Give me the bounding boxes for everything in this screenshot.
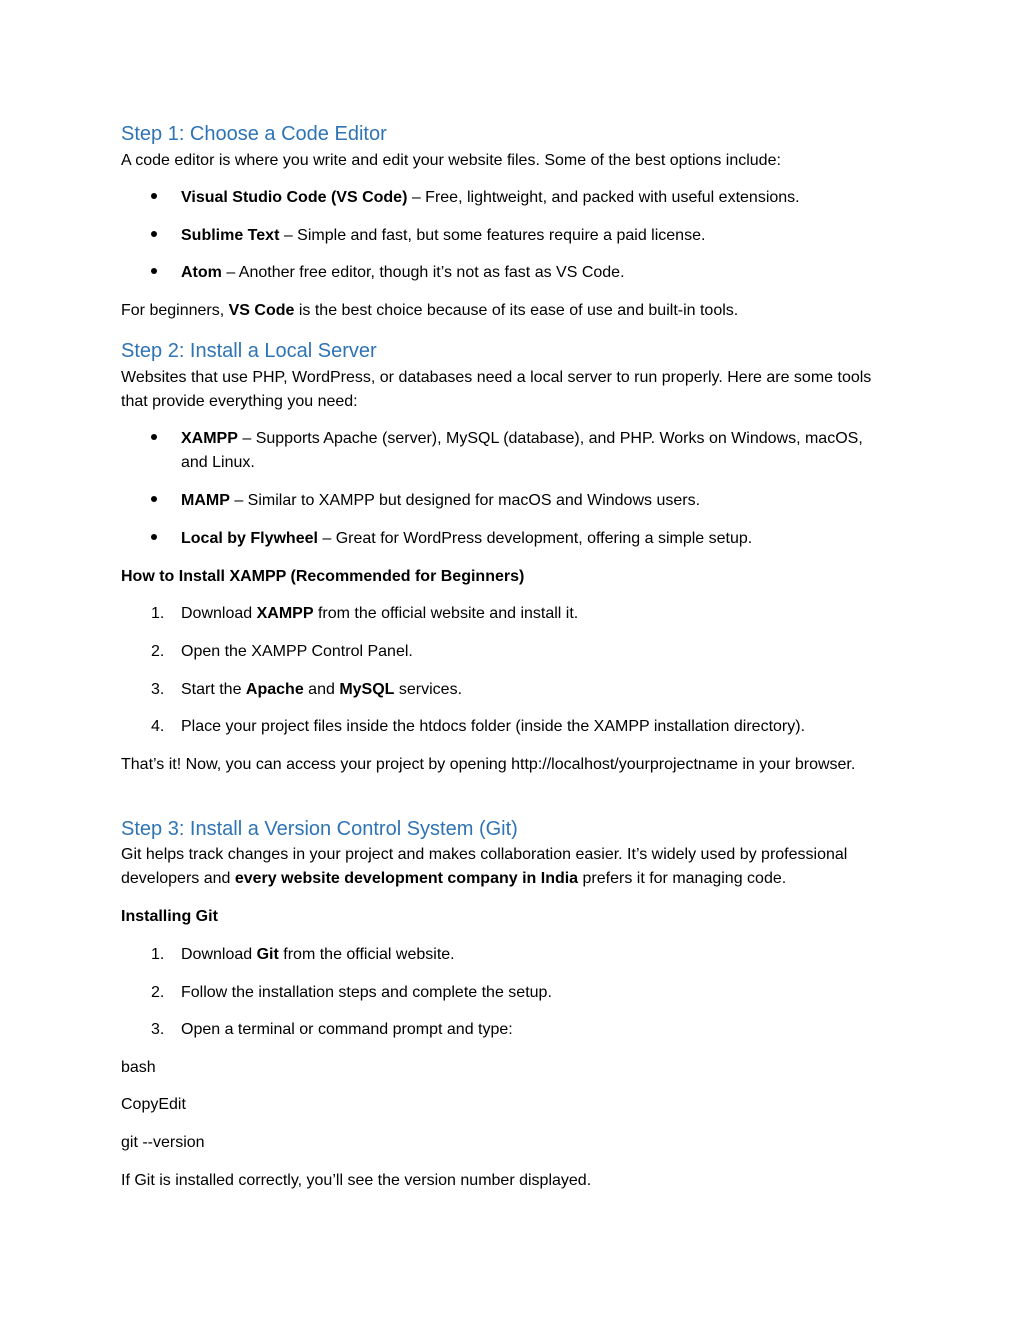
bullet-text: – Similar to XAMPP but designed for macOS and Windows users. bbox=[229, 492, 701, 509]
step3-heading: Step 3: Install a Version Control System (Git) bbox=[121, 818, 518, 840]
bullet-bold: Local by Flywheel bbox=[181, 530, 318, 547]
intro-text: prefers it for managing code. bbox=[578, 870, 787, 887]
git-subheading: Installing Git bbox=[121, 908, 218, 925]
step-bold: Git bbox=[256, 946, 279, 963]
bullet-icon bbox=[149, 489, 169, 513]
bullet-icon bbox=[149, 261, 169, 285]
bullet-icon bbox=[149, 427, 169, 451]
step-number: 1. bbox=[151, 946, 165, 963]
step3-intro bbox=[121, 843, 896, 891]
bullet-bold: Sublime Text bbox=[181, 227, 280, 244]
step-text: Start the bbox=[181, 681, 246, 698]
step-bold: MySQL bbox=[339, 681, 395, 698]
step1-intro: A code editor is where you write and edit your website files. Some of the best options include: bbox=[121, 152, 781, 169]
bullet-icon bbox=[149, 224, 169, 248]
bullet-bold: Visual Studio Code (VS Code) bbox=[181, 189, 408, 206]
closing-bold: VS Code bbox=[228, 302, 295, 319]
step-text: Place your project files inside the htdocs folder (inside the XAMPP installation directory). bbox=[181, 718, 806, 735]
step-text: and bbox=[303, 681, 340, 698]
step-text: from the official website and install it. bbox=[313, 605, 579, 622]
xampp-subheading: How to Install XAMPP (Recommended for Beginners) bbox=[121, 568, 525, 585]
step-text: Download bbox=[181, 605, 257, 622]
step-number: 2. bbox=[151, 643, 165, 660]
bullet-text: – Another free editor, though it’s not as fast as VS Code. bbox=[221, 264, 625, 281]
closing-text: is the best choice because of its ease of use and built-in tools. bbox=[294, 302, 739, 319]
bullet-icon bbox=[149, 186, 169, 210]
step-text: Download bbox=[181, 946, 257, 963]
copy-edit-button[interactable]: CopyEdit bbox=[121, 1096, 186, 1113]
step-bold: XAMPP bbox=[256, 605, 314, 622]
step-text: Follow the installation steps and complete the setup. bbox=[181, 984, 552, 1001]
intro-text: Git helps track changes in your project and makes collaboration easier. It’s widely used by professional developers and bbox=[121, 846, 848, 887]
bullet-bold: MAMP bbox=[181, 492, 230, 509]
step-number: 3. bbox=[151, 681, 165, 698]
bullet-text: – Supports Apache (server), MySQL (database), and PHP. Works on Windows, macOS, and Linux. bbox=[181, 430, 863, 471]
step2-intro: Websites that use PHP, WordPress, or databases need a local server to run properly. Here are some tools that provide everything you need: bbox=[121, 369, 872, 410]
bullet-text: – Great for WordPress development, offering a simple setup. bbox=[317, 530, 753, 547]
step-text: Open a terminal or command prompt and type: bbox=[181, 1021, 513, 1038]
step-number: 3. bbox=[151, 1021, 165, 1038]
bullet-bold: XAMPP bbox=[181, 430, 238, 447]
bullet-text: – Free, lightweight, and packed with useful extensions. bbox=[407, 189, 800, 206]
step2-heading: Step 2: Install a Local Server bbox=[121, 340, 377, 362]
closing-text: For beginners, bbox=[121, 302, 229, 319]
step3-closing: If Git is installed correctly, you’ll see the version number displayed. bbox=[121, 1172, 592, 1189]
step-number: 4. bbox=[151, 718, 165, 735]
step-text: from the official website. bbox=[278, 946, 455, 963]
code-language-label: bash bbox=[121, 1059, 156, 1076]
step1-closing bbox=[121, 299, 901, 323]
step-number: 2. bbox=[151, 984, 165, 1001]
code-command: git --version bbox=[121, 1134, 205, 1151]
step-text: Open the XAMPP Control Panel. bbox=[181, 643, 413, 660]
bullet-icon bbox=[149, 527, 169, 551]
bullet-text: – Simple and fast, but some features require a paid license. bbox=[279, 227, 706, 244]
step1-heading: Step 1: Choose a Code Editor bbox=[121, 123, 387, 145]
bullet-bold: Atom bbox=[181, 264, 222, 281]
step2-closing: That’s it! Now, you can access your project by opening http://localhost/yourprojectname in your browser. bbox=[121, 756, 856, 773]
step-number: 1. bbox=[151, 605, 165, 622]
step-bold: Apache bbox=[245, 681, 304, 698]
step-text: services. bbox=[394, 681, 463, 698]
intro-bold: every website development company in India bbox=[234, 870, 579, 887]
